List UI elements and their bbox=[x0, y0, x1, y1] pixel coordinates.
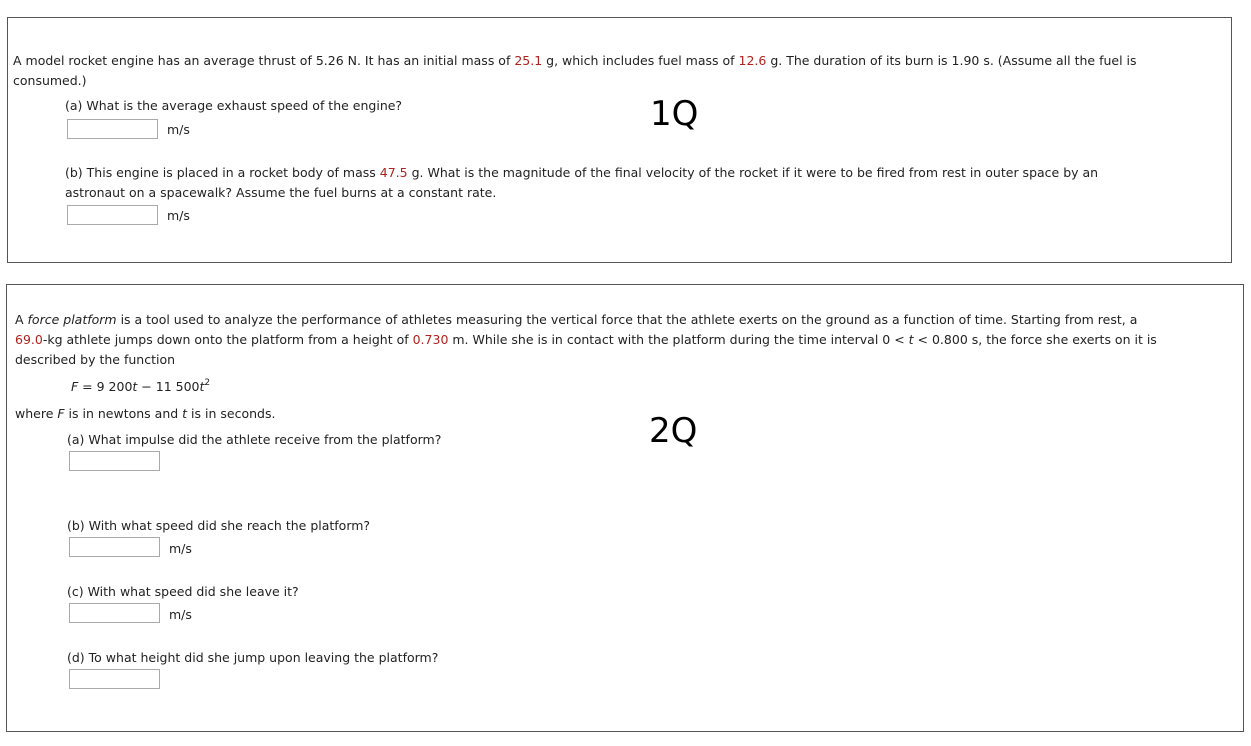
q2-part-d-answer-input[interactable] bbox=[69, 669, 160, 689]
q2-part-c-question: (c) With what speed did she leave it? bbox=[67, 584, 299, 599]
q2-term-force-platform: force platform bbox=[27, 312, 117, 327]
q2-eq-exponent: 2 bbox=[204, 378, 211, 388]
q1-intro-text-2: g, which includes fuel mass of bbox=[542, 53, 739, 68]
q1-part-a-question: (a) What is the average exhaust speed of the engine? bbox=[65, 98, 403, 113]
q1-part-b-unit: m/s bbox=[167, 208, 190, 223]
q2-eq-text-2: − 11 500 bbox=[137, 379, 200, 394]
question-1-panel bbox=[7, 17, 1232, 263]
q1-part-b-text: (b) This engine is placed in a rocket body of mass bbox=[65, 165, 380, 180]
q1-intro-text: A model rocket engine has an average thrust of 5.26 N. It has an initial mass of bbox=[13, 53, 515, 68]
q1-fuel-mass-value: 12.6 bbox=[738, 53, 767, 68]
q2-where-f: F bbox=[57, 406, 65, 421]
q2-part-a-question: (a) What impulse did the athlete receive from the platform? bbox=[67, 432, 442, 447]
q1-intro-text-4: consumed.) bbox=[13, 73, 87, 88]
q1-initial-mass-value: 25.1 bbox=[514, 53, 543, 68]
q2-part-d-question: (d) To what height did she jump upon leaving the platform? bbox=[67, 650, 439, 665]
q2-var-t: t bbox=[908, 332, 914, 347]
q2-intro-text-2: is a tool used to analyze the performance of athletes measuring the vertical force that the athlete exerts on the ground as a function of time. Starting from rest, a bbox=[116, 312, 1138, 327]
q2-part-c-unit: m/s bbox=[169, 607, 192, 622]
q2-intro-text-6: described by the function bbox=[15, 352, 176, 367]
q2-part-c-answer-input[interactable] bbox=[69, 603, 160, 623]
q2-where-3: is in seconds. bbox=[187, 406, 276, 421]
q1-body-mass-value: 47.5 bbox=[379, 165, 408, 180]
q2-athlete-mass-value: 69.0 bbox=[15, 332, 43, 347]
q2-part-b-question: (b) With what speed did she reach the platform? bbox=[67, 518, 371, 533]
q2-height-value: 0.730 bbox=[412, 332, 449, 347]
q1-part-b-text-3: astronaut on a spacewalk? Assume the fuel burns at a constant rate. bbox=[65, 185, 497, 200]
q2-eq-f: F bbox=[71, 379, 79, 394]
q1-label: 1Q bbox=[650, 94, 699, 134]
q2-where-text bbox=[15, 406, 275, 421]
q2-eq-text: = 9 200 bbox=[78, 379, 133, 394]
q1-part-a-answer-input[interactable] bbox=[67, 119, 158, 139]
q2-intro-text-5: < 0.800 s, the force she exerts on it is bbox=[913, 332, 1157, 347]
q2-part-b-answer-input[interactable] bbox=[69, 537, 160, 557]
q1-intro bbox=[13, 51, 1225, 91]
question-2-panel bbox=[6, 284, 1244, 732]
q1-part-b-text-2: g. What is the magnitude of the final velocity of the rocket if it were to be fired from rest in outer space by an bbox=[407, 165, 1099, 180]
q2-part-a-answer-input[interactable] bbox=[69, 451, 160, 471]
q2-intro-text-4: m. While she is in contact with the platform during the time interval 0 < bbox=[448, 332, 909, 347]
q2-intro-text-3: -kg athlete jumps down onto the platform from a height of bbox=[42, 332, 413, 347]
q2-eq-t-2: t bbox=[199, 379, 205, 394]
q2-where-t: t bbox=[182, 406, 188, 421]
q2-eq-t: t bbox=[132, 379, 138, 394]
q1-part-a-unit: m/s bbox=[167, 122, 190, 137]
q1-intro-text-3: g. The duration of its burn is 1.90 s. (Assume all the fuel is bbox=[766, 53, 1137, 68]
q1-part-b-question bbox=[65, 163, 1225, 203]
q2-intro-text: A bbox=[15, 312, 28, 327]
q2-part-b-unit: m/s bbox=[169, 541, 192, 556]
q1-part-b-answer-input[interactable] bbox=[67, 205, 158, 225]
q2-force-equation bbox=[71, 379, 210, 394]
q2-intro bbox=[15, 310, 1237, 370]
q2-where-1: where bbox=[15, 406, 58, 421]
q2-label: 2Q bbox=[649, 411, 698, 451]
q2-where-2: is in newtons and bbox=[64, 406, 183, 421]
